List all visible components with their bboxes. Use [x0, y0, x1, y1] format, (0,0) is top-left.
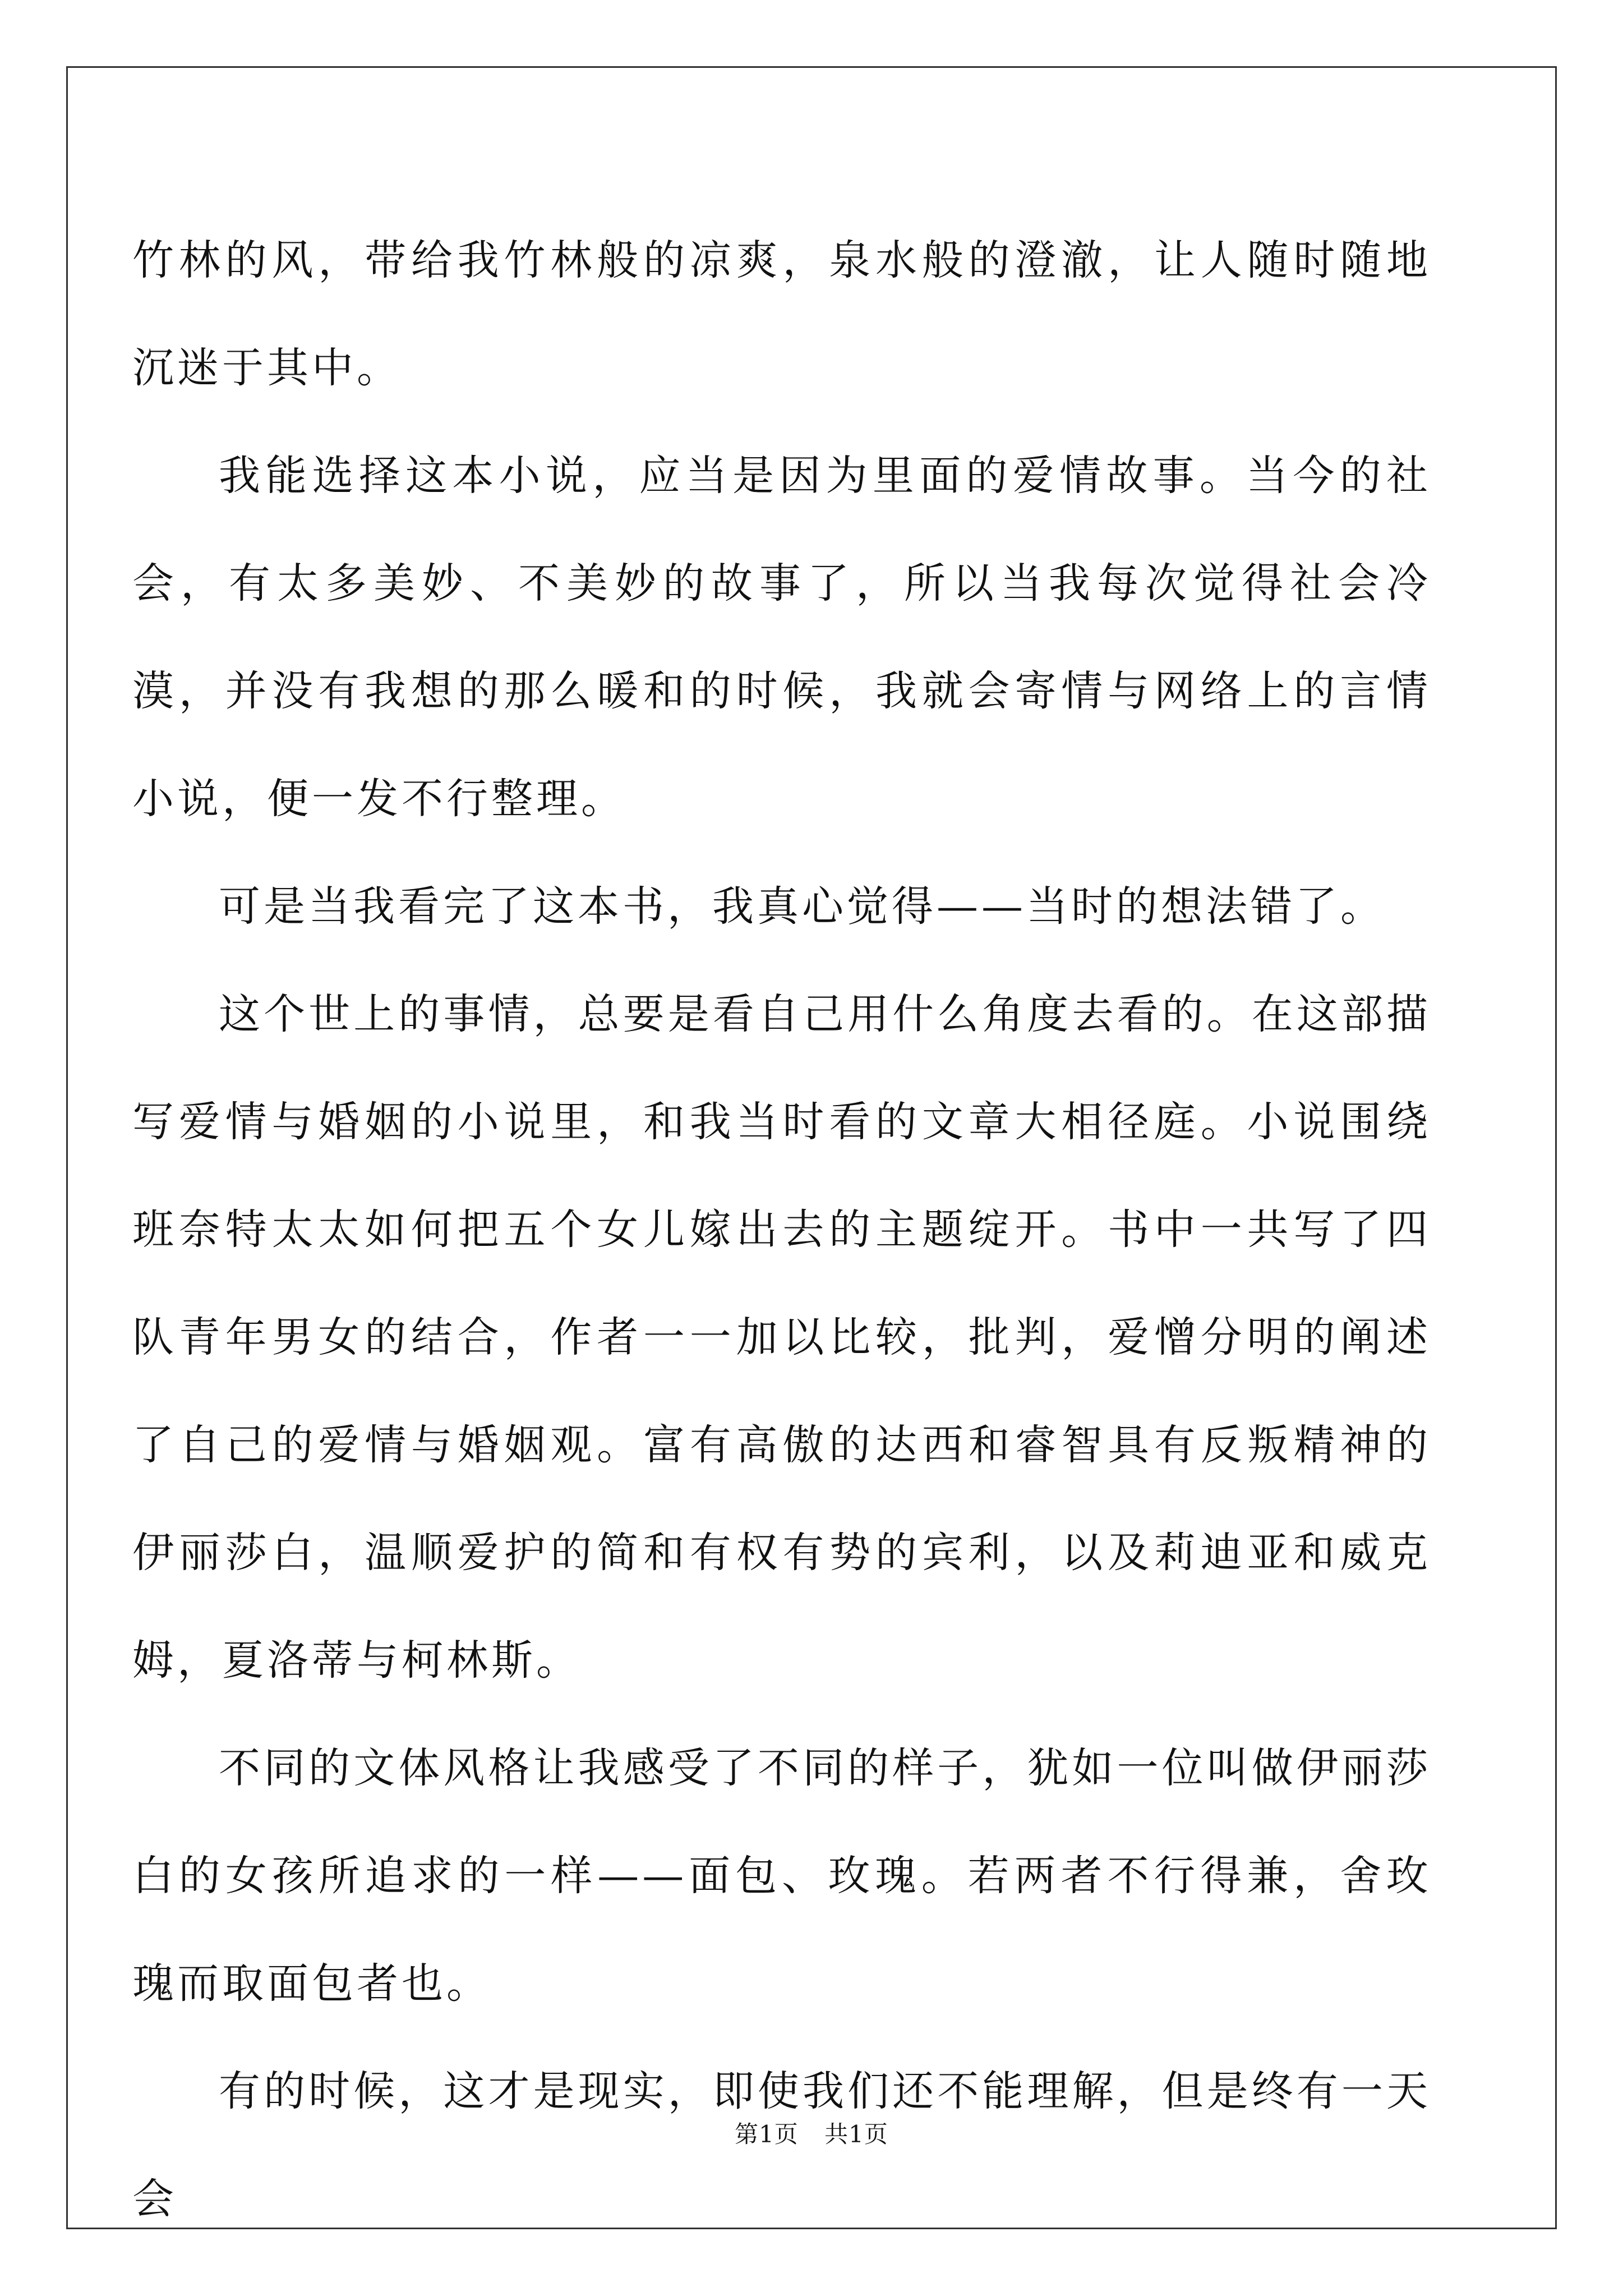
paragraph-3: 可是当我看完了这本书，我真心觉得——当时的想法错了。 — [219, 882, 1385, 931]
paragraph-4: 这个世上的事情，总要是看自己用什么角度去看的。在这部描写爱情与婚姻的小说里，和我当时看的文章大相径庭。小说围绕班奈特太太如何把五个女儿嫁出去的主题绽开。书中一共写了四队青年男女的结合，作者一一加以比较，批判，爱憎分明的阐述了自己的爱情与婚姻观。富有高傲的达西和睿智具有反叛精神的伊丽莎白，温顺爱护的简和有权有势的宾利，以及莉迪亚和威克姆，夏洛蒂与柯林斯。 — [132, 990, 1431, 1685]
page-footer — [0, 2116, 1623, 2150]
page-number-total: 共1页 — [824, 2120, 888, 2148]
page-number-current: 第1页 — [735, 2120, 799, 2148]
paragraph-1: 竹林的风，带给我竹林般的凉爽，泉水般的澄澈，让人随时随地沉迷于其中。 — [132, 236, 1431, 392]
paragraph-6: 有的时候，这才是现实，即使我们还不能理解，但是终有一天会 — [132, 2067, 1431, 2223]
paragraph-2: 我能选择这本小说，应当是因为里面的爱情故事。当今的社会，有太多美妙、不美妙的故事了，所以当我每次觉得社会冷漠，并没有我想的那么暖和的时候，我就会寄情与网络上的言情小说，便一发不行整理。 — [132, 452, 1431, 823]
paragraph-5: 不同的文体风格让我感受了不同的样子，犹如一位叫做伊丽莎白的女孩所追求的一样——面包、玫瑰。若两者不行得兼，舍玫瑰而取面包者也。 — [132, 1744, 1431, 2008]
document-body — [132, 206, 1431, 2253]
